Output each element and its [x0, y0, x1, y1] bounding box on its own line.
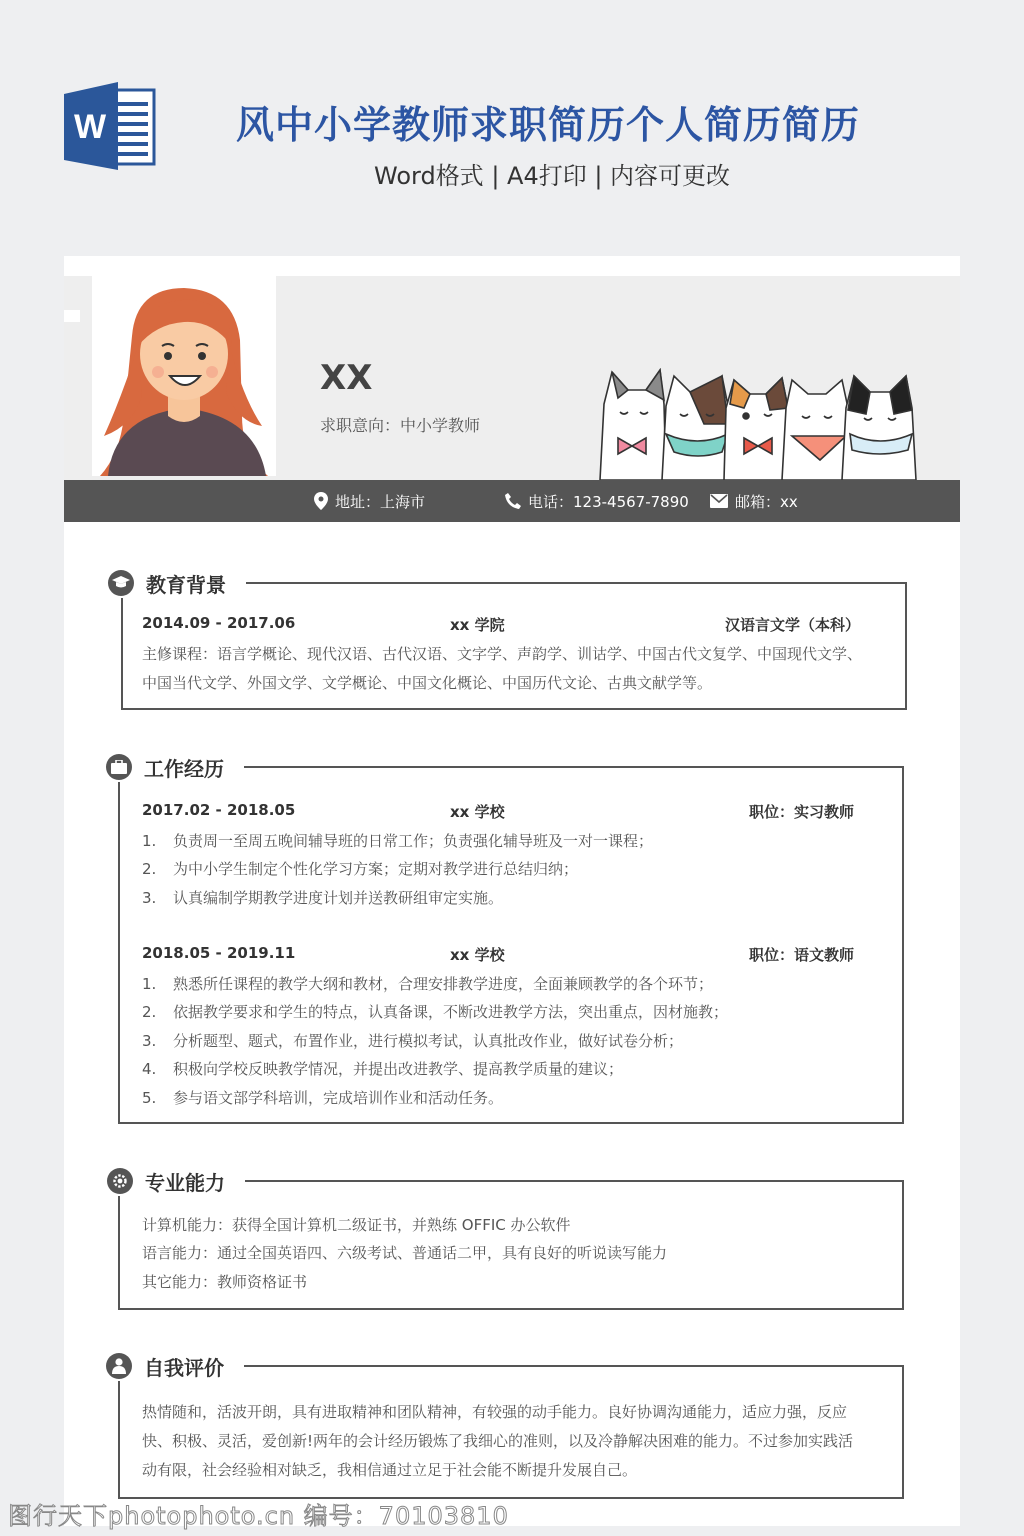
self-eval-line1: 热情随和，活波开朗，具有进取精神和团队精神，有较强的动手能力。良好协调沟通能力，适应力强，反应: [142, 1403, 848, 1421]
work-title: 工作经历: [144, 756, 224, 781]
skill-other: 其它能力：教师资格证书: [142, 1273, 308, 1291]
education-header: [108, 568, 226, 598]
self-eval-line3: 动有限，社会经验相对缺乏，我相信通过立足于社会能不断提升发展自己。: [142, 1461, 638, 1479]
job2-period: 2018.05 - 2019.11: [142, 944, 296, 962]
skill-computer: 计算机能力：获得全国计算机二级证书，并熟练 OFFIC 办公软件: [142, 1216, 571, 1234]
education-courses-line1: 主修课程：语言学概论、现代汉语、古代汉语、文字学、声韵学、训诂学、中国古代文复学、中国现代文学、: [142, 645, 863, 663]
word-logo-icon: [64, 82, 156, 170]
job1-school: xx 学校: [450, 803, 505, 821]
address-text: 地址：上海市: [335, 492, 426, 511]
job1-period: 2017.02 - 2018.05: [142, 801, 296, 819]
education-school: xx 学院: [450, 616, 505, 634]
address-item: [314, 480, 425, 522]
list-item: 3. 认真编制学期教学进度计划并送教研组审定实施。: [142, 889, 504, 907]
list-item: 2. 依据教学要求和学生的特点，认真备课，不断改进教学方法，突出重点，因材施教；: [142, 1003, 729, 1021]
document-title: 风中小学教师求职简历个人简历简历: [236, 103, 861, 147]
document-subtitle: Word格式 | A4打印 | 内容可更改: [374, 162, 731, 190]
gear-icon: [107, 1168, 133, 1194]
phone-icon: [505, 493, 521, 509]
briefcase-icon: [106, 754, 132, 780]
education-courses-line2: 中国当代文学、外国文学、文学概论、中国文化概论、中国历代文论、古典文献学等。: [142, 674, 713, 692]
person-icon: [106, 1353, 132, 1379]
phone-item: [505, 480, 689, 522]
job1-position: 职位：实习教师: [749, 803, 855, 821]
education-title: 教育背景: [146, 572, 226, 597]
candidate-name: XX: [320, 358, 373, 398]
self-eval-line2: 快、积极、灵活，爱创新!两年的会计经历锻炼了我细心的准则，以及冷静解决困难的能力。不过参加实践活: [142, 1432, 854, 1450]
self-eval-divider: [244, 1365, 904, 1367]
email-item: [710, 480, 798, 522]
education-period: 2014.09 - 2017.06: [142, 614, 296, 632]
list-item: 5. 参与语文部学科培训，完成培训作业和活动任务。: [142, 1089, 504, 1107]
self-eval-header: [106, 1351, 224, 1381]
work-header: [106, 752, 224, 782]
education-major: 汉语言文学（本科）: [725, 616, 861, 634]
list-item: 3. 分析题型、题式，布置作业，进行模拟考试，认真批改作业，做好试卷分析；: [142, 1032, 684, 1050]
graduation-cap-icon: [108, 570, 134, 596]
phone-text: 电话：123-4567-7890: [528, 492, 689, 511]
list-item: 2. 为中小学生制定个性化学习方案；定期对教学进行总结归纳；: [142, 860, 579, 878]
email-text: 邮箱：xx: [735, 492, 798, 511]
skills-header: [107, 1166, 225, 1196]
list-item: 1. 负责周一至周五晚间辅导班的日常工作；负责强化辅导班及一对一课程；: [142, 832, 654, 850]
skills-divider: [245, 1180, 904, 1182]
job2-position: 职位：语文教师: [749, 946, 855, 964]
watermark: 图行天下photophoto.cn 编号：70103810: [8, 1502, 509, 1530]
job-intent: 求职意向：中小学教师: [320, 416, 481, 435]
list-item: 4. 积极向学校反映教学情况，并提出改进教学、提高教学质量的建议；: [142, 1060, 624, 1078]
list-item: 1. 熟悉所任课程的教学大纲和教材，合理安排教学进度，全面兼顾教学的各个环节；: [142, 975, 714, 993]
contact-bar: [64, 480, 960, 522]
cats-illustration: [594, 364, 926, 480]
svg-text:W: W: [73, 108, 107, 146]
education-divider: [246, 582, 907, 584]
mail-icon: [710, 494, 728, 508]
location-pin-icon: [314, 492, 328, 510]
work-divider: [244, 766, 904, 768]
skills-title: 专业能力: [145, 1170, 225, 1195]
self-eval-title: 自我评价: [144, 1355, 224, 1380]
job2-school: xx 学校: [450, 946, 505, 964]
skill-language: 语言能力：通过全国英语四、六级考试、普通话二甲，具有良好的听说读写能力: [142, 1244, 668, 1262]
header-marker: [64, 310, 80, 322]
avatar: [92, 276, 276, 476]
